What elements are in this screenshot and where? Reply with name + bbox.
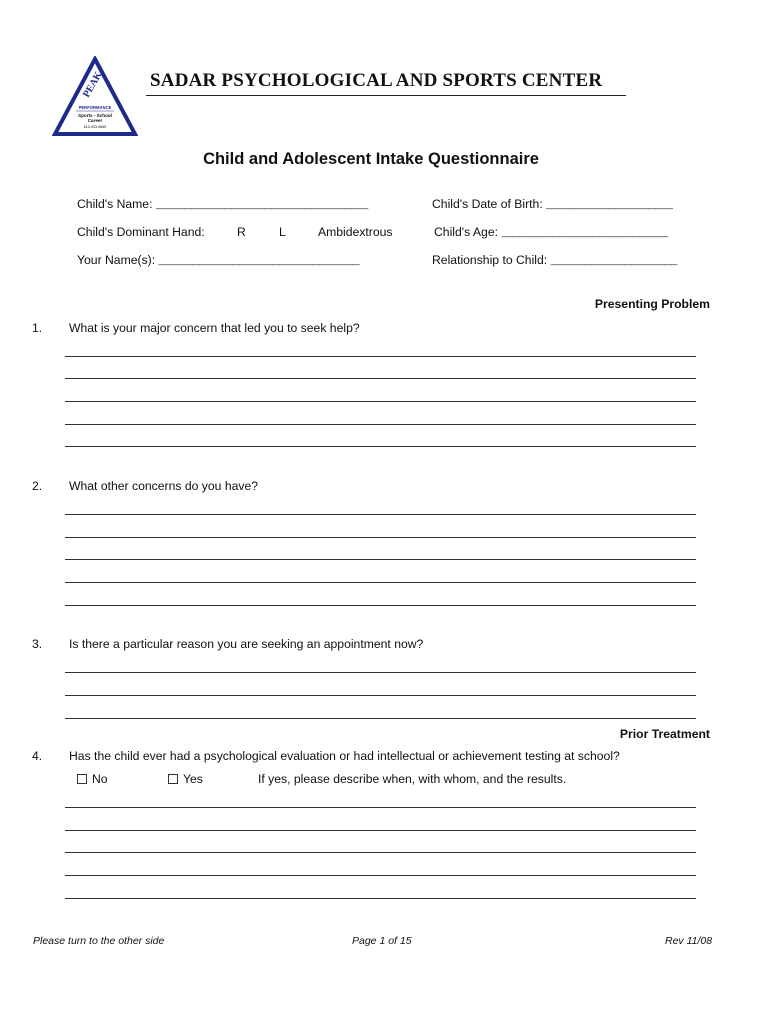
- answer-line[interactable]: [65, 695, 696, 696]
- hand-option-ambidextrous[interactable]: Ambidextrous: [318, 225, 393, 239]
- childs-dob-blank[interactable]: ______________________: [546, 198, 672, 212]
- childs-name-label: Child's Name:: [77, 197, 153, 211]
- checkbox-icon[interactable]: [77, 774, 87, 784]
- logo-line2: Career: [87, 118, 103, 123]
- answer-line[interactable]: [65, 514, 696, 515]
- center-logo: [52, 56, 138, 138]
- answer-line[interactable]: [65, 559, 696, 560]
- answer-line[interactable]: [65, 898, 696, 899]
- logo-line1: Sports - School: [78, 113, 112, 118]
- question-number: 4.: [32, 749, 43, 763]
- section-presenting-problem: Presenting Problem: [594, 297, 710, 311]
- answer-line[interactable]: [65, 582, 696, 583]
- answer-line[interactable]: [65, 537, 696, 538]
- answer-line[interactable]: [65, 356, 696, 357]
- answer-line[interactable]: [65, 378, 696, 379]
- q4-followup-text: If yes, please describe when, with whom, and the results.: [258, 772, 567, 786]
- hand-option-l[interactable]: L: [279, 225, 286, 239]
- relationship-blank[interactable]: ______________________: [550, 254, 676, 268]
- childs-age-label: Child's Age:: [434, 225, 498, 239]
- answer-line[interactable]: [65, 401, 696, 402]
- footer-page-number: Page 1 of 15: [352, 935, 412, 947]
- logo-brand: PEAK: [81, 69, 105, 100]
- answer-line[interactable]: [65, 605, 696, 606]
- childs-age-blank[interactable]: _____________________________: [501, 226, 667, 240]
- childs-name-field[interactable]: [77, 197, 367, 212]
- option-yes-label: Yes: [183, 772, 203, 786]
- childs-dob-field[interactable]: [432, 197, 672, 212]
- section-prior-treatment: Prior Treatment: [619, 727, 710, 741]
- triangle-logo-icon: [52, 56, 138, 138]
- question-text: What other concerns do you have?: [69, 479, 259, 493]
- question-text: What is your major concern that led you to seek help?: [69, 321, 360, 335]
- header-divider: [146, 95, 626, 96]
- hand-option-r[interactable]: R: [237, 225, 246, 239]
- childs-dob-label: Child's Date of Birth:: [432, 197, 543, 211]
- question-number: 1.: [32, 321, 43, 335]
- checkbox-no[interactable]: [77, 772, 108, 786]
- checkbox-icon[interactable]: [168, 774, 178, 784]
- organization-name: SADAR PSYCHOLOGICAL AND SPORTS CENTER: [150, 70, 603, 91]
- relationship-field[interactable]: [432, 253, 676, 268]
- answer-line[interactable]: [65, 875, 696, 876]
- your-names-field[interactable]: [77, 253, 358, 268]
- question-number: 3.: [32, 637, 43, 651]
- footer-revision: Rev 11/08: [665, 935, 713, 947]
- answer-line[interactable]: [65, 718, 696, 719]
- question-number: 2.: [32, 479, 43, 493]
- question-text: Is there a particular reason you are seeking an appointment now?: [69, 637, 424, 651]
- answer-line[interactable]: [65, 672, 696, 673]
- question-text: Has the child ever had a psychological evaluation or had intellectual or achievement testing at school?: [69, 749, 620, 763]
- footer-turn-note: Please turn to the other side: [33, 935, 165, 947]
- answer-line[interactable]: [65, 807, 696, 808]
- logo-phone: 610-933-9665: [83, 125, 107, 129]
- logo-tagline: PERFORMANCE: [78, 105, 112, 110]
- option-no-label: No: [92, 772, 108, 786]
- childs-age-field[interactable]: [434, 225, 667, 240]
- checkbox-yes[interactable]: [168, 772, 203, 786]
- your-names-blank[interactable]: ___________________________________: [158, 254, 359, 268]
- answer-line[interactable]: [65, 852, 696, 853]
- answer-line[interactable]: [65, 446, 696, 447]
- dominant-hand-label: Child's Dominant Hand:: [77, 225, 205, 239]
- answer-line[interactable]: [65, 830, 696, 831]
- answer-line[interactable]: [65, 424, 696, 425]
- your-names-label: Your Name(s):: [77, 253, 156, 267]
- relationship-label: Relationship to Child:: [432, 253, 548, 267]
- document-title: Child and Adolescent Intake Questionnaire: [203, 150, 539, 168]
- childs-name-blank[interactable]: _____________________________________: [155, 198, 367, 212]
